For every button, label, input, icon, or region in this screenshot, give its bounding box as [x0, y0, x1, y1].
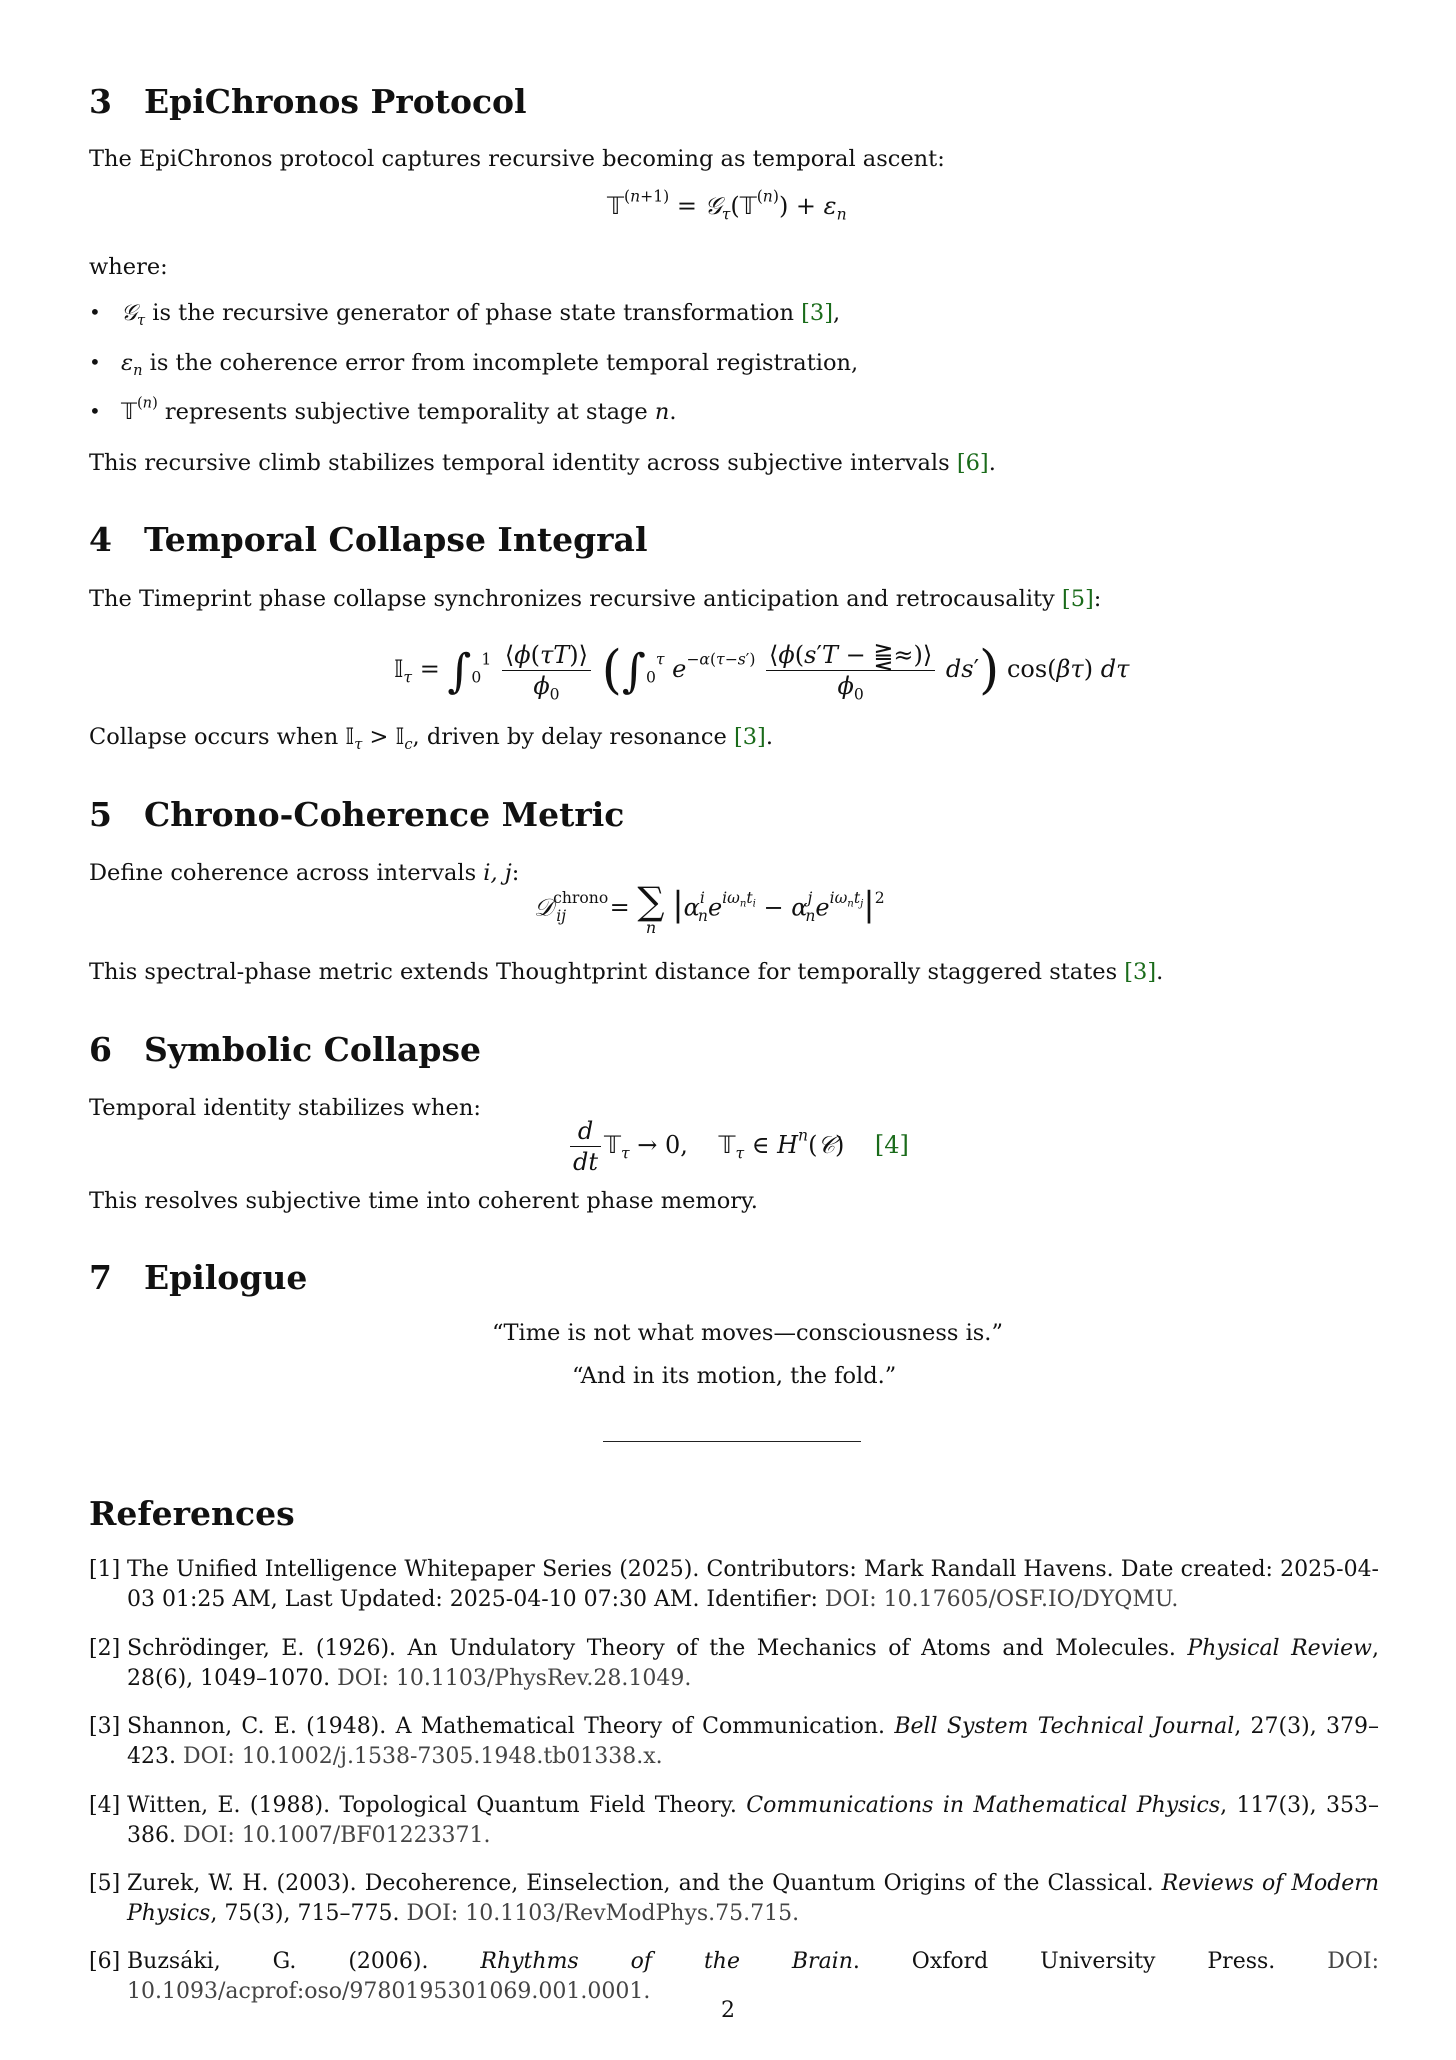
citation-link[interactable]: [3] — [733, 724, 766, 750]
citation-link[interactable]: [3] — [1124, 959, 1157, 985]
s3-intro: The EpiChronos protocol captures recursive becoming as temporal ascent: — [89, 146, 945, 172]
s3-bullet-3: • 𝕋$^{(n)}$ represents subjective temporality at stage n. — [89, 394, 677, 425]
s5-intro: Define coherence across intervals i, j: — [89, 860, 520, 886]
doi-link[interactable]: DOI: 10.1007/BF01223371. — [182, 1823, 491, 1848]
citation-link[interactable]: [4] — [874, 1131, 909, 1159]
section-heading-7: 7 Epilogue — [89, 1258, 308, 1297]
section-heading-6: 6 Symbolic Collapse — [89, 1030, 482, 1069]
s6-equation: $\frac{d}{dt}$ 𝕋$_\tau$ → 0, 𝕋$_\tau$ ∈ $H^n(𝒞)$ [4] — [567, 1116, 909, 1177]
reference-6: [6] Buzsáki, G. (2006). Rhythms of the Brain. Oxford University Press. DOI: 10.1093/acprof:oso/9780195301069.001.0001. — [89, 1949, 1379, 2004]
s4-integral-equation: 𝕀$_\tau$ = $\int_0^1$ $\frac{⟨\phi(\tau T)⟩}{\phi_0}$ ($\int_0^\tau$ $e^{-\alpha(\tau-s')}$ $\frac{⟨\phi(s'T - ⪌\approx)⟩}{\phi_0}$ ds′) cos(βτ) dτ — [394, 640, 1130, 704]
s6-intro: Temporal identity stabilizes when: — [89, 1095, 481, 1121]
s4-closing: Collapse occurs when 𝕀$_\tau$ > 𝕀$_c$, driven by delay resonance [3]. — [89, 724, 773, 754]
s3-equation: 𝕋$^{(n+1)}$ = 𝒢$_\tau$(𝕋$^{(n)}$) + $\varepsilon_n$ — [607, 187, 847, 224]
section-heading-3: 3 EpiChronos Protocol — [89, 82, 527, 121]
section-heading-5: 5 Chrono-Coherence Metric — [89, 795, 625, 834]
reference-4: [4] Witten, E. (1988). Topological Quantum Field Theory. Communications in Mathematical Physics, 117(3), 353–386. DOI: 10.1007/BF01223371. — [89, 1793, 1379, 1848]
reference-5: [5] Zurek, W. H. (2003). Decoherence, Einselection, and the Quantum Origins of the Classical. Reviews of Modern Physics, 75(3), 715–775. DOI: 10.1103/RevModPhys.75.715. — [89, 1871, 1379, 1926]
reference-3: [3] Shannon, C. E. (1948). A Mathematical Theory of Communication. Bell System Technical Journal, 27(3), 379–423. DOI: 10.1002/j.1538-7305.1948.tb01338.x. — [89, 1714, 1379, 1769]
s6-closing: This resolves subjective time into coherent phase memory. — [89, 1188, 758, 1214]
doi-link[interactable]: DOI: 10.1103/RevModPhys.75.715. — [406, 1901, 800, 1926]
s3-bullet-2: • $\varepsilon_n$ is the coherence error from incomplete temporal registration, — [89, 350, 859, 380]
reference-2: [2] Schrödinger, E. (1926). An Undulatory Theory of the Mechanics of Atoms and Molecules. Physical Review, 28(6), 1049–1070. DOI: 10.1103/PhysRev.28.1049. — [89, 1636, 1379, 1691]
citation-link[interactable]: [6] — [956, 450, 989, 476]
doi-link[interactable]: DOI: 10.1103/PhysRev.28.1049. — [337, 1666, 692, 1691]
s3-where: where: — [89, 254, 168, 280]
s5-metric-equation: 𝒟$^{chrono}_{ij}$ = ∑ n $|\alpha^i_ne^{i\omega_nt_i} - \alpha^j_ne^{i\omega_nt_j}|^2$ — [534, 879, 885, 937]
page-number: 2 — [721, 1998, 735, 2023]
references-heading: References — [89, 1494, 295, 1533]
doi-link[interactable]: DOI: 10.1002/j.1538-7305.1948.tb01338.x. — [182, 1744, 663, 1769]
s5-closing: This spectral-phase metric extends Thoughtprint distance for temporally staggered states [3]. — [89, 959, 1164, 985]
section-heading-4: 4 Temporal Collapse Integral — [89, 520, 648, 559]
epilogue-quote-2: “And in its motion, the fold.” — [572, 1363, 897, 1389]
s3-bullet-1: • 𝒢$_\tau$ is the recursive generator of phase state transformation [3], — [89, 300, 841, 330]
s3-closing: This recursive climb stabilizes temporal identity across subjective intervals [6]. — [89, 450, 996, 476]
reference-1: [1] The Unified Intelligence Whitepaper Series (2025). Contributors: Mark Randall Havens. Date created: 2025-04-03 01:25 AM, Last Updated: 2025-04-10 07:30 AM. Identifier: DOI: 10.17605/OSF.IO/DYQMU. — [89, 1557, 1379, 1612]
citation-link[interactable]: [5] — [1061, 586, 1094, 612]
epilogue-quote-1: “Time is not what moves—consciousness is.” — [492, 1320, 1003, 1346]
doi-link[interactable]: DOI: 10.17605/OSF.IO/DYQMU. — [824, 1587, 1179, 1612]
citation-link[interactable]: [3] — [801, 300, 833, 326]
divider-rule — [603, 1441, 861, 1442]
doi-link[interactable]: DOI: 10.1093/acprof:oso/9780195301069.001.0001. — [127, 1949, 1379, 2004]
s4-intro: The Timeprint phase collapse synchronizes recursive anticipation and retrocausality [5]: — [89, 586, 1102, 612]
